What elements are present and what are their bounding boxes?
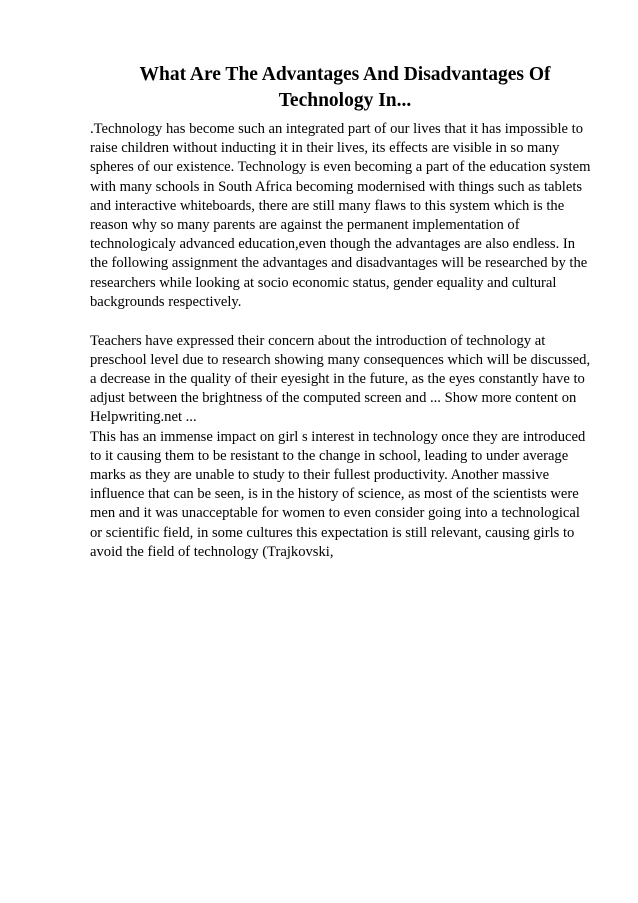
page-title bbox=[90, 62, 600, 114]
text-line: and interactive whiteboards, there are still many flaws to this system which is the bbox=[90, 197, 565, 214]
text-line: reason why so many parents are against the permanent implementation of bbox=[90, 217, 520, 234]
text-line: raise children without inducting it in their lives, its effects are visible in so many bbox=[90, 140, 560, 157]
text-line: Teachers have expressed their concern about the introduction of technology at bbox=[90, 332, 546, 349]
text-line: the following assignment the advantages and disadvantages will be researched by the bbox=[90, 255, 588, 272]
paragraph-spacer bbox=[90, 312, 600, 332]
text-line: preschool level due to research showing many consequences which will be discussed, bbox=[90, 351, 591, 368]
text-line: avoid the field of technology (Trajkovski, bbox=[90, 543, 334, 560]
text-line: This has an immense impact on girl s interest in technology once they are introduced bbox=[90, 428, 586, 445]
text-line: Helpwriting.net ... bbox=[90, 409, 197, 426]
document-body bbox=[90, 120, 600, 562]
text-line: technologicaly advanced education,even though the advantages are also endless. In bbox=[90, 236, 576, 253]
paragraph-teachers bbox=[90, 332, 600, 562]
text-line: marks as they are unable to study to their fullest productivity. Another massive bbox=[90, 466, 550, 483]
text-line: .Technology has become such an integrated part of our lives that it has impossible to bbox=[90, 121, 584, 137]
paragraph-intro bbox=[90, 120, 600, 312]
text-line: with many schools in South Africa becoming modernised with things such as tablets bbox=[90, 178, 583, 195]
text-line: to it causing them to be resistant to the change in school, leading to under average bbox=[90, 447, 569, 464]
title-line: Technology In... bbox=[278, 90, 412, 111]
text-line: a decrease in the quality of their eyesight in the future, as the eyes constantly have to bbox=[90, 370, 585, 387]
text-line: men and it was unacceptable for women to even consider going into a technological bbox=[90, 505, 580, 522]
text-line: spheres of our existence. Technology is even becoming a part of the education system bbox=[90, 159, 591, 176]
text-line: researchers while looking at socio economic status, gender equality and cultural bbox=[90, 274, 557, 291]
text-line: backgrounds respectively. bbox=[90, 293, 242, 310]
text-line: adjust between the brightness of the computed screen and ... Show more content on bbox=[90, 390, 577, 407]
text-line: or scientific field, in some cultures this expectation is still relevant, causing girls to bbox=[90, 524, 575, 541]
text-line: influence that can be seen, is in the history of science, as most of the scientists were bbox=[90, 486, 579, 503]
title-line: What Are The Advantages And Disadvantages Of bbox=[139, 64, 551, 85]
